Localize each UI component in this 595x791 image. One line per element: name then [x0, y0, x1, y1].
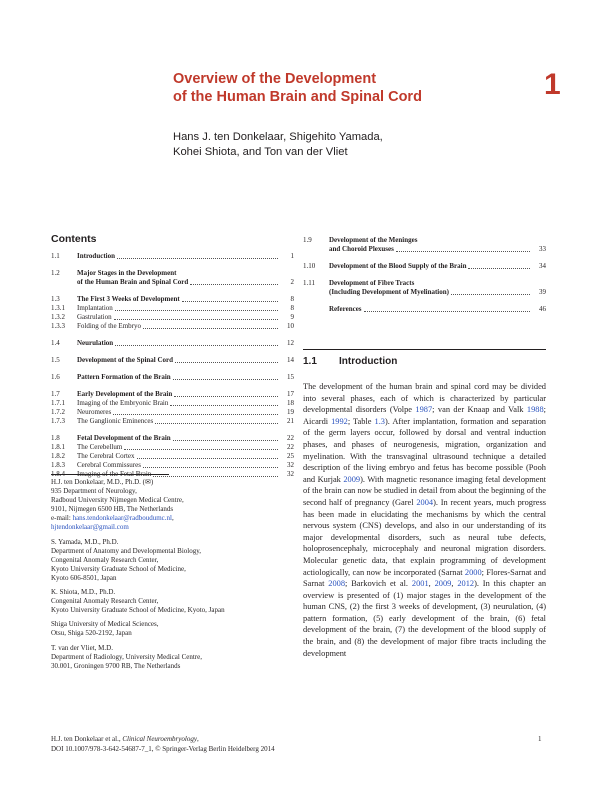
body-span: ; Table	[347, 416, 375, 426]
toc-spacer	[51, 426, 294, 434]
affil-line: Otsu, Shiga 520-2192, Japan	[51, 629, 132, 638]
body-span: ). After implantation, formation and separation of the germ layers occur, followed by dorsal and ventral induction phases, and phases of neurogenesis, migration, organization and myelination. With the transvaginal ultrasound technique a detailed description of the living embryo and fetus has become possible (Pooh and Kurjak	[303, 416, 546, 484]
toc-entry-page: 14	[287, 356, 294, 364]
toc-entry[interactable]	[51, 269, 294, 278]
affil-line: Shiga University of Medical Sciences,	[51, 620, 159, 629]
citation-link[interactable]: 2004	[416, 497, 434, 507]
toc-entry[interactable]	[51, 313, 294, 322]
body-span: ; Flores-Sarnat and Sarnat	[303, 567, 546, 589]
citation-link[interactable]: 2009	[343, 474, 361, 484]
toc-dot-leader	[174, 396, 278, 397]
toc-entry-number: 1.3.2	[51, 313, 65, 321]
toc-dot-leader	[173, 440, 278, 441]
toc-entry-title: The Ganglionic Eminences	[77, 417, 154, 425]
body-span: ). In recent years, much progress has been made in elucidating the mechanisms by which the central nervous system (CNS) develops, and also in our understanding of its major developmental disorders, such as neural tube defects, holoprosencephaly, microcephaly and neuronal migration disorders. Molecular genetic data, that explain programming of development actiologically, can now be incorporated (Sarnat	[303, 497, 546, 577]
affil-line: Kyoto University Graduate School of Medicine, Kyoto, Japan	[51, 606, 225, 615]
toc-entry-page: 32	[287, 470, 294, 478]
affiliation-shiota	[51, 588, 291, 615]
affil-line: 935 Department of Neurology,	[51, 487, 137, 496]
affil-line: Department of Radiology, University Medical Centre,	[51, 652, 202, 661]
toc-entry-number: 1.7	[51, 390, 60, 398]
toc-entry-number: 1.5	[51, 356, 60, 364]
toc-entry-title: Cerebral Commissures	[77, 461, 141, 469]
toc-entry[interactable]	[303, 279, 546, 288]
toc-entry[interactable]	[51, 408, 294, 417]
toc-spacer	[51, 287, 294, 295]
toc-entry[interactable]	[51, 278, 294, 287]
toc-entry[interactable]	[51, 434, 294, 443]
toc-dot-leader	[124, 449, 278, 450]
toc-spacer	[303, 254, 546, 262]
toc-spacer	[51, 382, 294, 390]
affil-line: Department of Anatomy and Developmental Biology,	[51, 546, 202, 555]
toc-entry-number: 1.9	[303, 236, 312, 244]
body-span: The development of the human brain and spinal cord may be divided into several phases, each of which is characterized by particular developmental disorders (Volpe	[303, 382, 546, 415]
affil-line: Radboud University Nijmegen Medical Centre,	[51, 496, 184, 505]
toc-entry-title: Introduction	[77, 252, 115, 260]
toc-right-column	[303, 236, 546, 314]
toc-entry[interactable]	[303, 236, 546, 245]
toc-entry-page: 39	[539, 288, 546, 296]
toc-spacer	[51, 348, 294, 356]
authors-line1: Hans J. ten Donkelaar, Shigehito Yamada,	[173, 131, 383, 143]
toc-dot-leader	[175, 362, 278, 363]
affil-line: 30.001, Groningen 9700 RB, The Netherlands	[51, 661, 181, 670]
body-span: ). With magnetic resonance imaging fetal development of the brain can now be studied in detail from about the beginning of the second half of pregnancy (Garel	[303, 474, 546, 507]
toc-dot-leader	[143, 328, 278, 329]
section-divider	[303, 349, 546, 350]
toc-entry-number: 1.7.1	[51, 399, 65, 407]
toc-spacer	[51, 261, 294, 269]
toc-dot-leader	[114, 319, 278, 320]
affiliation-shiga	[51, 620, 291, 638]
toc-entry-page: 10	[287, 322, 294, 330]
toc-entry[interactable]	[51, 356, 294, 365]
toc-entry[interactable]	[303, 262, 546, 271]
toc-dot-leader	[113, 414, 278, 415]
citation-link[interactable]: 2012	[457, 579, 475, 589]
toc-entry-title: Early Development of the Brain	[77, 390, 173, 398]
toc-entry-title: and Choroid Plexuses	[329, 245, 394, 253]
toc-dot-leader	[117, 258, 278, 259]
toc-entry-title: References	[329, 305, 362, 313]
footer-doi: DOI 10.1007/978-3-642-54687-7_1, © Springer-Verlag Berlin Heidelberg 2014	[51, 744, 275, 753]
toc-entry-number: 1.8.2	[51, 452, 65, 460]
citation-link[interactable]: 1992	[331, 416, 348, 426]
citation-link[interactable]: 1988	[526, 405, 544, 415]
toc-entry[interactable]	[303, 288, 546, 297]
body-span: ). In this chapter an overview is presented of (1) major stages in the development of the human CNS, (2) the first 3 weeks of development, (3) neurulation, (4) pattern formation, (5) early development of the brain, (6) fetal development of the brain, (7) the development of the blood supply of the brain, and (8) the development of major fibre tracts including the development	[303, 579, 547, 658]
table-link[interactable]: 1.3	[374, 416, 385, 426]
toc-entry-title: The Cerebellum	[77, 443, 123, 451]
affiliation-ten-donkelaar: H.J. ten Donkelaar, M.D., Ph.D. (✉) 935 Department of Neurology, Radboud University Nijmegen Medical Centre, 9101, Nijmegen 6500 HB, The Netherlands e-mail: hans.tendonkelaar@radboudumc.nl, hjtendonkelaar@gmail.com	[51, 478, 184, 532]
toc-entry-title: Neurulation	[77, 339, 114, 347]
toc-spacer	[303, 297, 546, 305]
toc-dot-leader	[153, 476, 278, 477]
affil-line: T. van der Vliet, M.D.	[51, 643, 113, 652]
toc-entry-title: Development of the Blood Supply of the Brain	[329, 262, 467, 270]
toc-dot-leader	[396, 251, 530, 252]
toc-entry[interactable]	[51, 252, 294, 261]
email-link[interactable]: hjtendonkelaar@gmail.com	[51, 523, 129, 532]
toc-entry-title: Imaging of the Fetal Brain	[77, 470, 152, 478]
toc-dot-leader	[364, 311, 530, 312]
toc-entry-title: Development of Fibre Tracts	[329, 279, 415, 287]
toc-entry[interactable]	[51, 461, 294, 470]
body-span: ; van der Knaap and Valk	[432, 405, 527, 415]
body-span: ; Aicardi	[303, 405, 546, 426]
citation-link[interactable]: 2008	[328, 579, 346, 589]
citation-link[interactable]: 1987	[415, 405, 433, 415]
toc-entry-page: 33	[539, 245, 546, 253]
toc-entry-number: 1.8	[51, 434, 60, 442]
toc-spacer	[51, 331, 294, 339]
affil-line: 9101, Nijmegen 6500 HB, The Netherlands	[51, 505, 174, 514]
footer-text: H.J. ten Donkelaar et al.,	[51, 735, 123, 743]
toc-entry-page: 12	[287, 339, 294, 347]
toc-dot-leader	[190, 284, 278, 285]
toc-entry-page: 25	[287, 452, 294, 460]
toc-entry-page: 32	[287, 461, 294, 469]
chapter-title	[173, 70, 513, 106]
body-span: ,	[428, 579, 435, 589]
toc-entry-page: 34	[539, 262, 546, 270]
toc-entry-number: 1.8.4	[51, 470, 65, 478]
affiliation-van-der-vliet	[51, 644, 291, 671]
toc-entry-page: 1	[290, 252, 294, 260]
toc-spacer	[51, 365, 294, 373]
toc-entry-title: Pattern Formation of the Brain	[77, 373, 171, 381]
toc-entry[interactable]	[51, 390, 294, 399]
body-text	[303, 381, 546, 659]
toc-entry[interactable]	[51, 304, 294, 313]
toc-dot-leader	[115, 310, 278, 311]
affil-line: Kyoto University Graduate School of Medicine,	[51, 564, 186, 573]
toc-entry-title: of the Human Brain and Spinal Cord	[77, 278, 189, 286]
footer-citation	[51, 735, 275, 745]
affil-line: K. Shiota, M.D., Ph.D.	[51, 588, 116, 597]
toc-entry[interactable]	[51, 373, 294, 382]
section-heading	[303, 356, 397, 367]
toc-entry-number: 1.8.1	[51, 443, 65, 451]
toc-entry-page: 17	[287, 390, 294, 398]
toc-entry[interactable]	[51, 322, 294, 331]
toc-entry-title: The Cerebral Cortex	[77, 452, 135, 460]
toc-entry-number: 1.10	[303, 262, 316, 270]
toc-entry-number: 1.4	[51, 339, 60, 347]
toc-dot-leader	[451, 294, 530, 295]
toc-dot-leader	[115, 345, 278, 346]
citation-link[interactable]: 2001	[411, 579, 429, 589]
toc-dot-leader	[170, 405, 278, 406]
toc-spacer	[303, 271, 546, 279]
footnote-divider	[51, 474, 169, 475]
toc-entry-title: The First 3 Weeks of Development	[77, 295, 180, 303]
affil-line: Congenital Anomaly Research Center,	[51, 555, 159, 564]
toc-entry-title: Gastrulation	[77, 313, 112, 321]
affil-line: S. Yamada, M.D., Ph.D.	[51, 537, 119, 546]
email-label: e-mail:	[51, 514, 73, 523]
page-footer	[51, 735, 275, 754]
chapter-title-line1: Overview of the Development	[173, 71, 377, 87]
book-title: Clinical Neuroembryology	[122, 735, 197, 743]
toc-entry-page: 21	[287, 417, 294, 425]
toc-entry-page: 9	[290, 313, 294, 321]
toc-entry-number: 1.3.1	[51, 304, 65, 312]
toc-entry[interactable]	[303, 245, 546, 254]
toc-dot-leader	[137, 458, 278, 459]
citation-link[interactable]: 2009	[434, 579, 452, 589]
toc-entry-page: 2	[290, 278, 294, 286]
toc-entry[interactable]	[51, 399, 294, 408]
toc-entry-page: 22	[287, 434, 294, 442]
toc-entry-number: 1.3	[51, 295, 60, 303]
toc-entry-title: Development of the Spinal Cord	[77, 356, 174, 364]
toc-entry[interactable]	[51, 443, 294, 452]
toc-dot-leader	[155, 423, 278, 424]
toc-entry-number: 1.6	[51, 373, 60, 381]
toc-entry-title: Development of the Meninges	[329, 236, 418, 244]
toc-entry-title: Major Stages in the Development	[77, 269, 177, 277]
toc-entry-title: (Including Development of Myelination)	[329, 288, 449, 296]
toc-dot-leader	[182, 301, 278, 302]
toc-entry-page: 8	[290, 295, 294, 303]
toc-entry-number: 1.7.3	[51, 417, 65, 425]
page-number: 1	[538, 735, 542, 743]
toc-entry-number: 1.7.2	[51, 408, 65, 416]
toc-dot-leader	[468, 268, 530, 269]
body-span: ,	[451, 579, 458, 589]
toc-entry-page: 46	[539, 305, 546, 313]
toc-entry-page: 8	[290, 304, 294, 312]
toc-entry-number: 1.11	[303, 279, 315, 287]
affiliation-yamada	[51, 538, 291, 583]
footer-text: ,	[196, 735, 199, 743]
toc-entry-title: Implantation	[77, 304, 113, 312]
authors-line2: Kohei Shiota, and Ton van der Vliet	[173, 146, 348, 158]
toc-entry[interactable]	[303, 305, 546, 314]
toc-entry[interactable]	[51, 295, 294, 304]
toc-entry-page: 18	[287, 399, 294, 407]
toc-entry-number: 1.2	[51, 269, 60, 277]
toc-entry-number: 1.3.3	[51, 322, 65, 330]
toc-left-column	[51, 252, 294, 479]
author-affiliations	[51, 478, 291, 676]
author-list	[173, 130, 473, 160]
email-link[interactable]: hans.tendonkelaar@radboudumc.nl	[72, 514, 172, 523]
toc-entry-title: Imaging of the Embryonic Brain	[77, 399, 169, 407]
contents-heading: Contents	[51, 233, 97, 245]
toc-dot-leader	[143, 467, 278, 468]
affil-line: Congenital Anomaly Research Center,	[51, 597, 159, 606]
toc-entry-title: Neuromeres	[77, 408, 112, 416]
body-span: ; Barkovich et al.	[345, 579, 412, 589]
toc-entry[interactable]	[51, 339, 294, 348]
toc-entry-page: 22	[287, 443, 294, 451]
toc-entry[interactable]	[51, 452, 294, 461]
toc-entry-number: 1.8.3	[51, 461, 65, 469]
affil-line: Kyoto 606-8501, Japan	[51, 573, 117, 582]
toc-entry-title: Folding of the Embryo	[77, 322, 141, 330]
affil-line: H.J. ten Donkelaar, M.D., Ph.D. (✉)	[51, 478, 154, 486]
toc-entry-page: 19	[287, 408, 294, 416]
chapter-number: 1	[544, 68, 561, 101]
chapter-title-line2: of the Human Brain and Spinal Cord	[173, 89, 422, 105]
toc-entry-page: 15	[287, 373, 294, 381]
section-number: 1.1	[303, 356, 317, 367]
toc-entry-title: Fetal Development of the Brain	[77, 434, 171, 442]
citation-link[interactable]: 2000	[464, 567, 482, 577]
toc-entry-number: 1.1	[51, 252, 60, 260]
toc-dot-leader	[173, 379, 278, 380]
toc-entry[interactable]	[51, 417, 294, 426]
section-title: Introduction	[339, 356, 398, 367]
